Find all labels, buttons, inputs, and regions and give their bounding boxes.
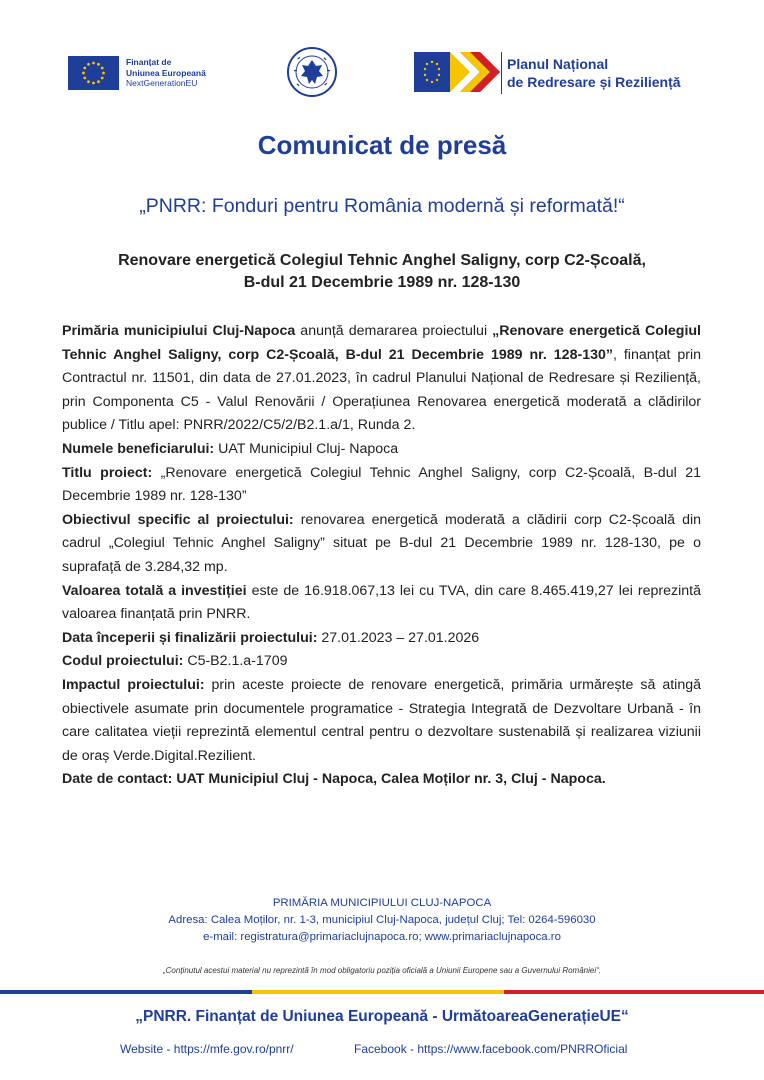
funding-slogan: „PNRR. Finanțat de Uniunea Europeană - UrmătoareaGenerațieUE“ (135, 1008, 629, 1025)
footer-org: PRIMĂRIA MUNICIPIULUI CLUJ-NAPOCA (272, 897, 492, 909)
objective-paragraph (62, 509, 701, 580)
disclaimer: „Conținutul acestui material nu reprezintă în mod obligatoriu poziția oficială a Uniunii Europene sau a Guvernului României“. (162, 966, 601, 975)
dates-paragraph (62, 627, 701, 651)
objective-value: renovarea energetică moderată a clădirii corp C2-Școală din cadrul „Colegiul Tehnic Anghel Saligny” situat pe B-dul 21 Decembrie 1989 nr. 128-130, pe o suprafață de 3.284,32 mp. (62, 511, 702, 575)
eu-stars-icon (68, 56, 119, 90)
eu-line-3: NextGenerationEU (126, 78, 198, 88)
intro-lead: Primăria municipiului Cluj-Napoca (62, 323, 296, 339)
press-release-body (62, 320, 701, 792)
website-link[interactable]: Website - https://mfe.gov.ro/pnrr/ (120, 1042, 294, 1056)
pnrr-divider (501, 52, 502, 94)
eu-funding-label (126, 57, 206, 89)
tricolor-divider (0, 990, 764, 994)
dates-label: Data începerii și finalizării proiectului: (62, 629, 318, 646)
project-heading-line-1: Renovare energetică Colegiul Tehnic Anghel Saligny, corp C2-Școală, (118, 252, 646, 269)
impact-paragraph (62, 674, 701, 768)
code-label: Codul proiectului: (62, 653, 184, 670)
guvernul-romaniei-seal-icon (286, 46, 338, 98)
impact-label: Impactul proiectului: (62, 676, 205, 693)
pnrr-line-1: Planul Național (507, 56, 609, 72)
objective-label: Obiectivul specific al proiectului: (62, 511, 294, 528)
city-hall-contact-block (0, 895, 764, 946)
beneficiary-value: UAT Municipiul Cluj- Napoca (214, 440, 399, 457)
eu-line-1: Finanțat de (126, 57, 172, 67)
value-paragraph (62, 580, 701, 627)
footer-email[interactable]: e-mail: registratura@primariaclujnapoca.ro; www.primariaclujnapoca.ro (203, 931, 561, 943)
pnrr-logo (414, 50, 500, 96)
eu-line-2: Uniunea Europeană (126, 67, 206, 78)
project-label: Titlu proiect: (62, 464, 153, 481)
page-title: Comunicat de presă (257, 130, 507, 160)
project-value: „Renovare energetică Colegiul Tehnic Anghel Saligny, corp C2-Școală, B-dul 21 Decembrie 1989 nr. 128-130” (62, 464, 701, 505)
code-value: C5-B2.1.a-1709 (183, 653, 288, 670)
beneficiary-paragraph (62, 438, 701, 462)
code-paragraph (62, 650, 701, 674)
dates-value: 27.01.2023 – 27.01.2026 (317, 629, 480, 646)
eu-flag-logo (68, 56, 119, 90)
pnrr-program-name (507, 55, 681, 91)
intro-text-1: anunță demararea proiectului (295, 323, 493, 339)
project-title-paragraph (62, 462, 701, 509)
contact-value: UAT Municipiul Cluj - Napoca, Calea Moților nr. 3, Cluj - Napoca. (172, 771, 606, 788)
intro-project-name: „Renovare energetică Colegiul Tehnic Anghel Saligny, corp C2-Școală, B-dul 21 Decembrie 1989 nr. 128-130” (62, 323, 701, 363)
pnrr-line-2: de Redresare și Reziliență (507, 74, 681, 90)
footer-address: Adresa: Calea Moților, nr. 1-3, municipiul Cluj-Napoca, județul Cluj; Tel: 0264-596030 (168, 914, 596, 926)
intro-paragraph (62, 320, 701, 438)
page-subtitle: „PNRR: Fonduri pentru România modernă și reformată!“ (139, 195, 625, 217)
impact-value: prin aceste proiecte de renovare energetică, primăria urmărește să atingă obiectivele asumate prin documentele programatice - Strategia Integrată de Dezvoltare Urbană - în care calitatea vieții reprezintă elementul central pentru o dezvoltare sustenabilă și realizarea viziunii de oraș Verde.Digital.Rezilient. (62, 676, 701, 764)
intro-text-2: , finanțat prin Contractul nr. 11501, din data de 27.01.2023, în cadrul Planului Național de Redresare și Reziliență, prin Componenta C5 - Valul Renovării / Operațiunea Renovarea energetică moderată a clădirilor publice / Titlu apel: PNRR/2022/C5/2/B2.1.a/1, Runda 2. (62, 346, 701, 434)
project-heading (60, 250, 704, 294)
contact-label: Date de contact: (62, 771, 173, 788)
facebook-link[interactable]: Facebook - https://www.facebook.com/PNRROficial (354, 1042, 628, 1056)
beneficiary-label: Numele beneficiarului: (62, 440, 215, 457)
value-text: este de 16.918.067,13 lei cu TVA, din care 8.465.419,27 lei reprezintă valoarea finanțată prin PNRR. (62, 582, 701, 623)
contact-paragraph (62, 768, 701, 792)
project-heading-line-2: B-dul 21 Decembrie 1989 nr. 128-130 (243, 274, 521, 291)
value-label: Valoarea totală a investiției (62, 582, 247, 599)
